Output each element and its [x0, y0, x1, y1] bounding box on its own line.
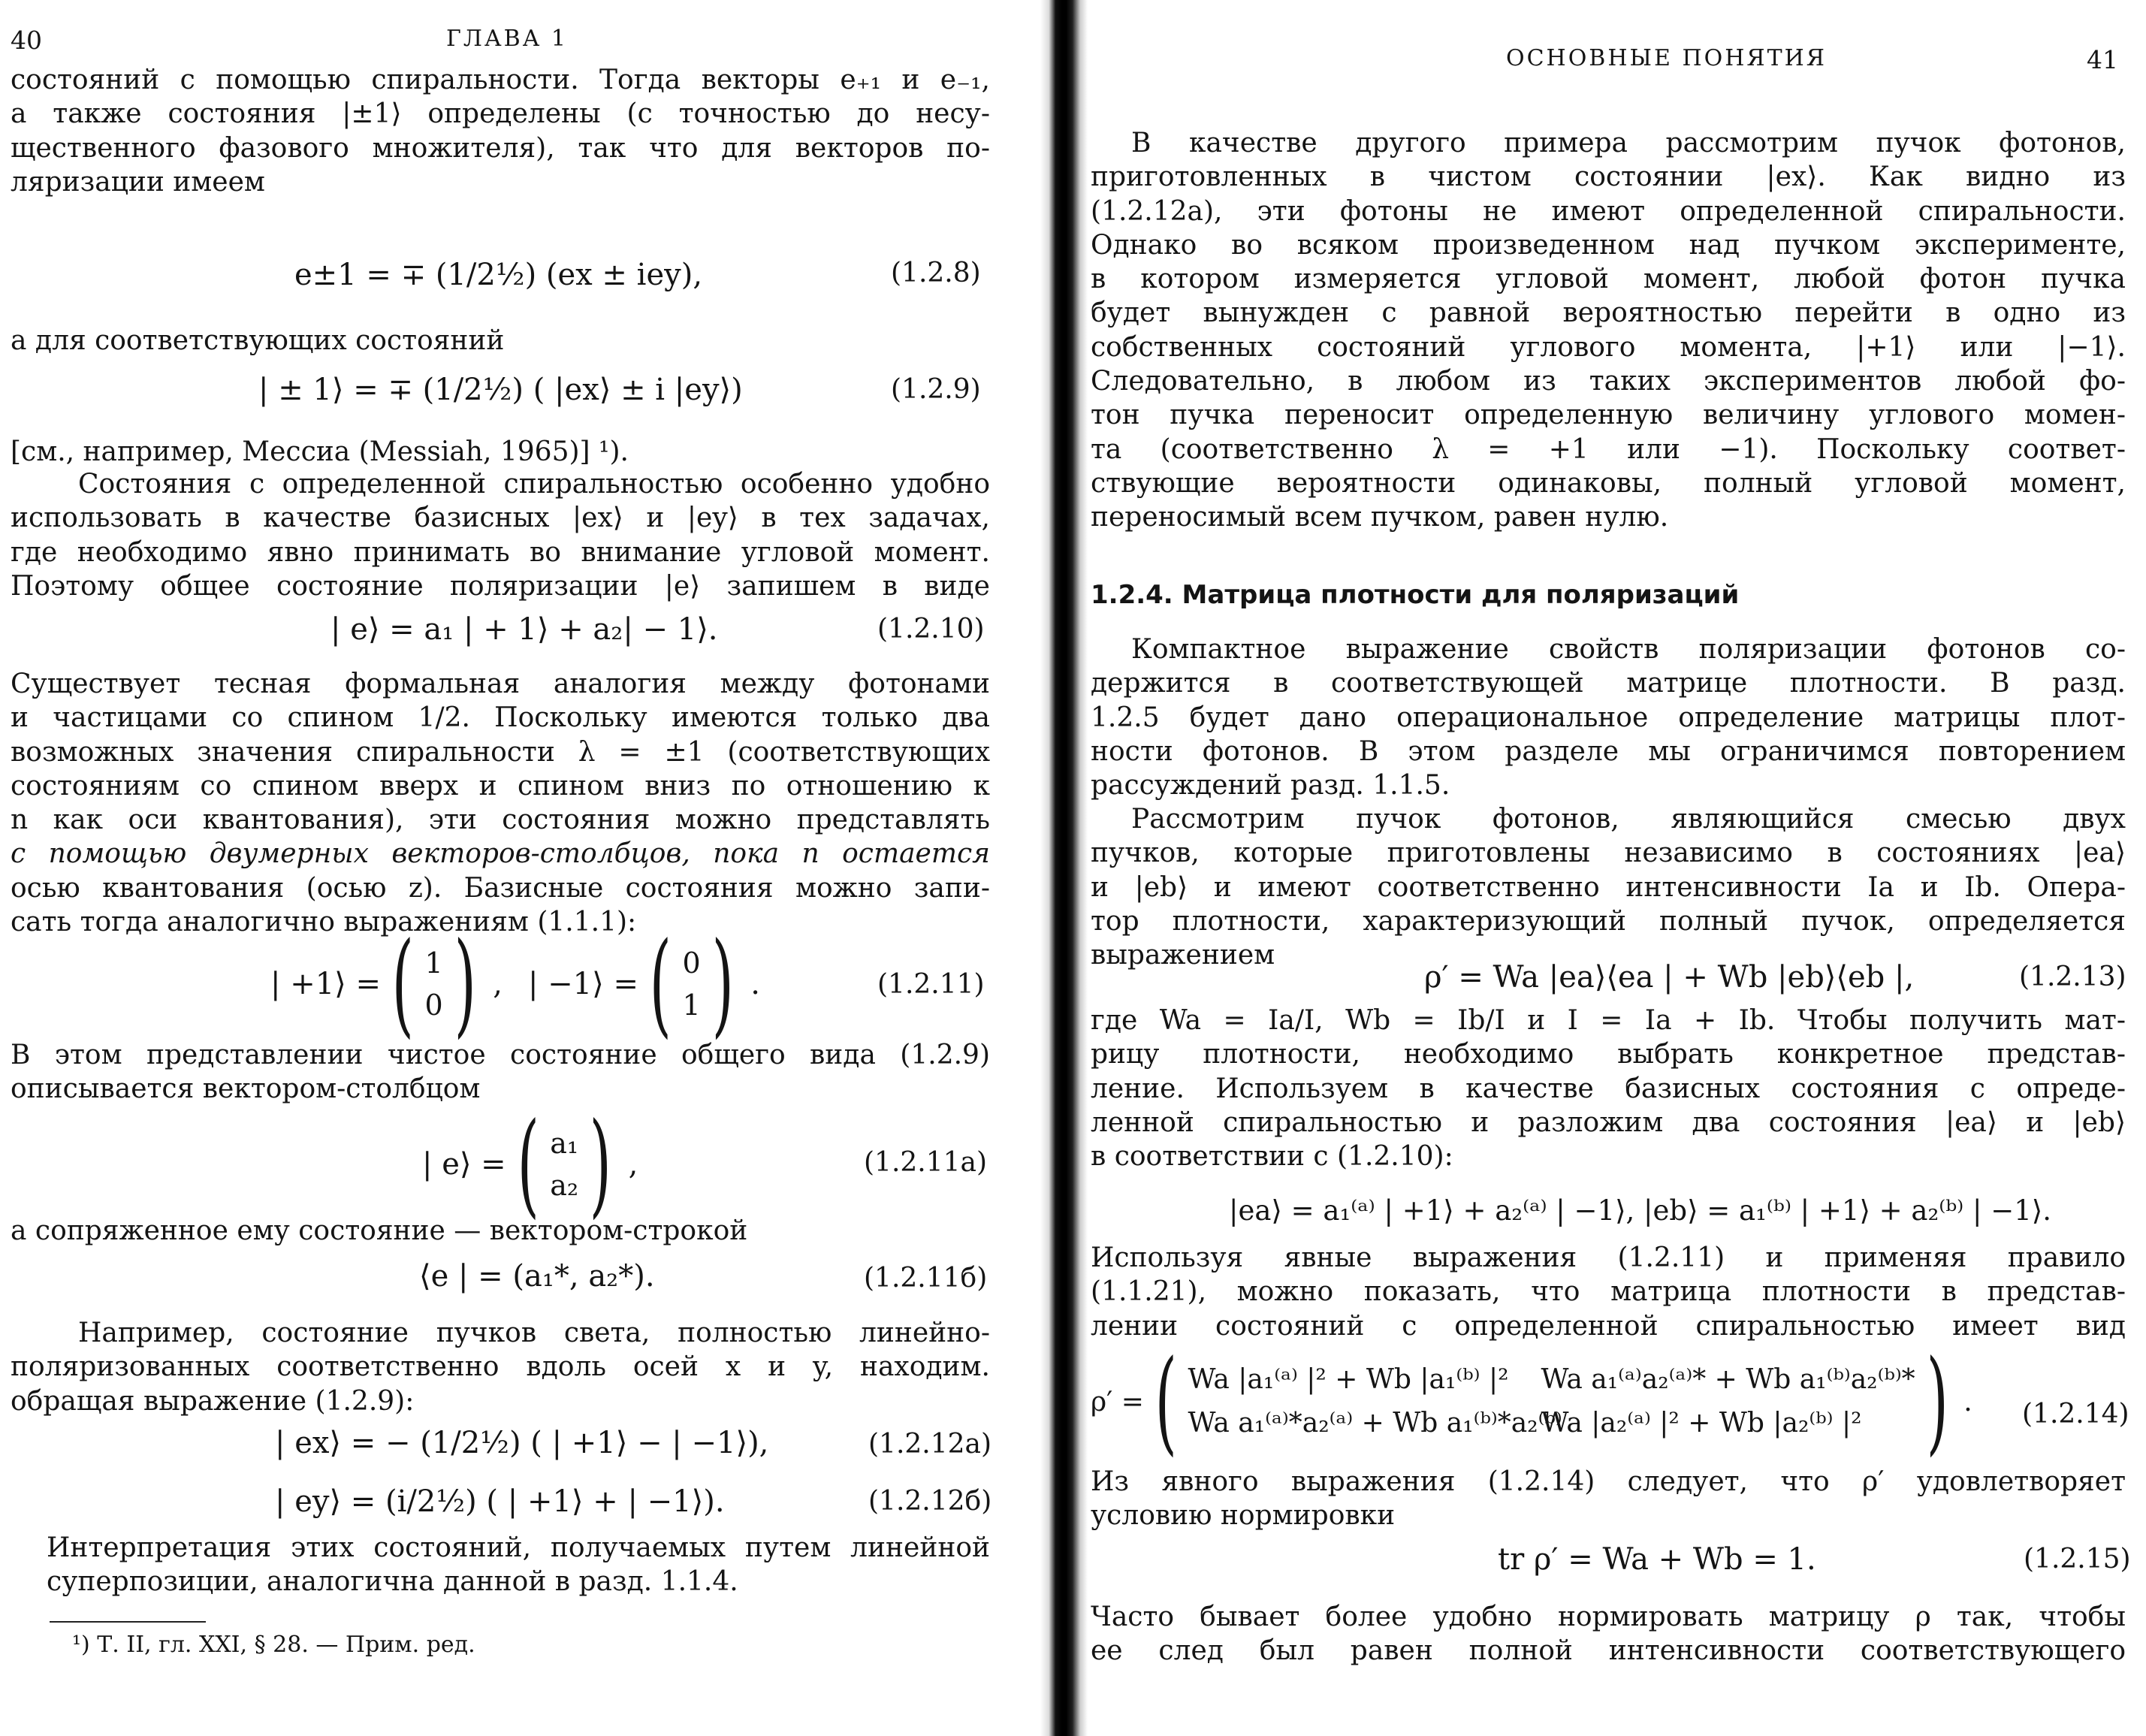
matrix-entry: Wa |a₁⁽ᵃ⁾ |² + Wb |a₁⁽ᵇ⁾ |² — [1188, 1364, 1509, 1395]
page-number: 40 — [11, 26, 42, 55]
equation-lhs: | e⟩ = — [422, 1147, 506, 1182]
text-line: Следовательно, в любом из таких экспериментов любой фо- — [1091, 366, 2126, 397]
equation-number: (1.2.14) — [2022, 1399, 2129, 1430]
left-paren-icon: ( — [1154, 1336, 1177, 1467]
text-line: ности фотонов. В этом разделе мы ограничимся повторением — [1091, 735, 2126, 767]
text-line: пучков, которые приготовлены независимо в состояниях |ea⟩ — [1091, 838, 2126, 869]
text-line: состояний с помощью спиральности. Тогда векторы e₊₁ и e₋₁, — [11, 65, 990, 95]
text-line: а также состояния |±1⟩ определены (с точностью до несу- — [11, 98, 990, 130]
text-line: та (соответственно λ = +1 или −1). Поскольку соответ- — [1091, 433, 2126, 465]
right-paren-icon: ) — [1926, 1336, 1948, 1467]
paragraph-6 — [47, 1531, 990, 1599]
right-paren-icon: ) — [711, 919, 734, 1049]
equation-1-2-11: | +1⟩ = ( 1 0 ) , | −1⟩ = ( 0 1 ) . — [270, 919, 760, 1049]
density-matrix — [1144, 1336, 1959, 1467]
text-line: Состояния с определенной спиральностью особенно удобно — [78, 469, 990, 500]
matrix-entry: 0 — [424, 989, 443, 1022]
text-line: Поэтому общее состояние поляризации |e⟩ запишем в виде — [11, 570, 990, 602]
paragraph-5 — [11, 1316, 990, 1418]
text-line: Интерпретация этих состояний, получаемых путем линейной — [47, 1532, 990, 1563]
section-heading: 1.2.4. Матрица плотности для поляризаций — [1091, 580, 1740, 610]
text-line: сать тогда аналогично выражениям (1.1.1): — [11, 907, 637, 938]
matrix-entry: 1 — [424, 946, 443, 980]
equation-number: (1.2.12б) — [868, 1486, 992, 1517]
matrix-entry: Wa a₁⁽ᵃ⁾*a₂⁽ᵃ⁾ + Wb a₁⁽ᵇ⁾*a₂⁽ᵇ⁾ — [1188, 1408, 1562, 1439]
text-line: В качестве другого примера рассмотрим пучок фотонов, — [1131, 128, 2126, 159]
text-line: (1.2.12a), эти фотоны не имеют определенной спиральности. — [1091, 195, 2126, 227]
matrix-entry: Wa |a₂⁽ᵃ⁾ |² + Wb |a₂⁽ᵇ⁾ |² — [1541, 1408, 1862, 1439]
text-line: осью квантования (осью z). Базисные состояния можно запи- — [11, 872, 990, 904]
matrix-entry: a₁ — [550, 1127, 579, 1160]
equation-number: (1.2.9) — [891, 374, 981, 405]
text-line: Рассмотрим пучок фотонов, являющийся смесью двух — [1131, 804, 2126, 835]
text-line: тон пучка переносит определенную величину углового момен- — [1091, 400, 2126, 431]
equation-1-2-11a: | e⟩ = ( a₁ a₂ ) , — [422, 1099, 638, 1230]
equation-1-2-15: tr ρ′ = Wa + Wb = 1. — [1498, 1542, 1816, 1577]
equation-number: (1.2.15) — [2024, 1544, 2131, 1574]
text-line: Используя явные выражения (1.2.11) и применяя правило — [1091, 1242, 2126, 1273]
equation-lhs: | +1⟩ = — [270, 967, 381, 1001]
paragraph-3 — [11, 667, 990, 939]
text-line: рицу плотности, необходимо выбрать конкретное представ- — [1091, 1039, 2126, 1070]
equation-lhs: ρ′ = — [1091, 1386, 1144, 1417]
equation-number: (1.2.11) — [877, 969, 985, 1000]
left-page — [0, 0, 1040, 1736]
text-line: (1.1.21), можно показать, что матрица плотности в представ- — [1091, 1276, 2126, 1308]
text-line: тор плотности, характеризующий полный пучок, определяется — [1091, 905, 2126, 937]
text-line: щественного фазового множителя), так что для векторов по- — [11, 132, 990, 164]
running-head: ГЛАВА 1 — [446, 26, 569, 52]
text-line: ление. Используем в качестве базисных состояния с опреде- — [1091, 1073, 2126, 1104]
text-line: в соответствии с (1.2.10): — [1091, 1141, 1453, 1173]
text-line: а для соответствующих состояний — [11, 325, 505, 356]
text-line: ленной спиральностью и разложим два состояния |ea⟩ и |eb⟩ — [1091, 1107, 2126, 1138]
text-line: приготовленных в чистом состоянии |ex⟩. Как видно из — [1091, 162, 2126, 193]
text-line: где Wa = Ia/I, Wb = Ib/I и I = Ia + Ib. Чтобы получить мат- — [1091, 1005, 2126, 1036]
equation-1-2-12b: | ey⟩ = (i/2½) ( | +1⟩ + | −1⟩). — [275, 1484, 725, 1519]
text-line: а сопряженное ему состояние — вектором-строкой — [11, 1215, 748, 1246]
equation-1-2-10: | e⟩ = a₁ | + 1⟩ + a₂| − 1⟩. — [331, 612, 718, 647]
text-line: суперпозиции, аналогична данной в разд. 1.1.4. — [47, 1566, 738, 1598]
equation-1-2-12a: | ex⟩ = − (1/2½) ( | +1⟩ − | −1⟩), — [275, 1426, 769, 1460]
text-line: рассуждений разд. 1.1.5. — [1091, 770, 1450, 802]
text-line: использовать в качестве базисных |ex⟩ и |ey⟩ в тех задачах, — [11, 503, 990, 534]
text-line: Однако во всяком произведенном над пучком эксперименте, — [1091, 229, 2126, 261]
text-line: возможных значения спиральности λ = ±1 (соответствующих — [11, 736, 990, 768]
page-number: 41 — [2087, 45, 2118, 74]
paragraph-5 — [1091, 1241, 2126, 1343]
text-line: ее след был равен полной интенсивности соответствующего — [1091, 1635, 2126, 1667]
paragraph-7 — [1091, 1600, 2126, 1668]
text-line: Из явного выражения (1.2.14) следует, что ρ′ удовлетворяет — [1091, 1466, 2126, 1497]
paragraph-6 — [1091, 1465, 2126, 1533]
right-paren-icon: ) — [589, 1099, 612, 1230]
equation-1-2-8: e±1 = ∓ (1/2½) (ex ± iey), — [294, 258, 703, 292]
equation-1-2-9: | ± 1⟩ = ∓ (1/2½) ( |ex⟩ ± i |ey⟩) — [258, 373, 743, 407]
citation-line: [см., например, Мессиа (Messiah, 1965)] ¹). — [11, 436, 629, 467]
paragraph-4 — [1091, 1004, 2126, 1173]
text-line: и |eb⟩ и имеют соответственно интенсивности Ia и Ib. Опера- — [1091, 871, 2126, 903]
footnote: ¹) Т. II, гл. XXI, § 28. — Прим. ред. — [72, 1632, 475, 1658]
text-line: поляризованных соответственно вдоль осей x и y, находим. — [11, 1351, 990, 1383]
column-vector — [638, 919, 744, 1049]
text-line: где необходимо явно принимать во внимание угловой момент. — [11, 536, 990, 568]
right-page — [1088, 0, 2146, 1736]
right-paren-icon: ) — [454, 919, 476, 1049]
text-line: Часто бывает более удобно нормировать матрицу ρ так, чтобы — [1091, 1602, 2126, 1632]
equation-number: (1.2.11б) — [864, 1263, 988, 1294]
text-line: Компактное выражение свойств поляризации фотонов со- — [1131, 634, 2126, 665]
paragraph-2 — [1091, 633, 2126, 802]
matrix-entry: a₂ — [550, 1169, 579, 1202]
text-line: в котором измеряется угловой момент, любой фотон пучка — [1091, 264, 2126, 295]
text-line: описывается вектором-столбцом — [11, 1073, 481, 1105]
text-line: собственных состояний углового момента, |+1⟩ или |−1⟩. — [1091, 331, 2126, 363]
equation-expansion: |ea⟩ = a₁⁽ᵃ⁾ | +1⟩ + a₂⁽ᵃ⁾ | −1⟩, |eb⟩ = a₁⁽ᵇ⁾ | +1⟩ + a₂⁽ᵇ⁾ | −1⟩. — [1229, 1194, 2051, 1227]
equation-number: (1.2.8) — [891, 258, 981, 288]
text-line: условию нормировки — [1091, 1500, 1396, 1532]
equation-1-2-11b: ⟨e | = (a₁*, a₂*). — [419, 1259, 655, 1294]
left-paren-icon: ( — [391, 919, 414, 1049]
text-line: с помощью двумерных векторов-столбцов, пока n остается — [11, 838, 990, 870]
equation-number: (1.2.12a) — [868, 1429, 992, 1460]
text-line: состояниям со спином вверх и спином вниз по отношению к — [11, 770, 990, 802]
paragraph-1 — [1091, 126, 2126, 535]
text-line: ляризации имеем — [11, 166, 265, 198]
paragraph-3 — [1091, 802, 2126, 972]
equation-number: (1.2.13) — [2019, 962, 2126, 992]
text-line: держится в соответствующей матрице плотности. В разд. — [1091, 668, 2126, 699]
footnote-rule — [50, 1621, 206, 1623]
text-line: переносимый всем пучком, равен нулю. — [1091, 502, 1669, 533]
column-vector — [381, 919, 487, 1049]
book-gutter — [1040, 0, 1088, 1736]
matrix-entry: 1 — [682, 989, 701, 1022]
text-line: выражением — [1091, 940, 1275, 971]
text-line: будет вынужден с равной вероятностью перейти в одно из — [1091, 297, 2126, 329]
left-paren-icon: ( — [517, 1099, 539, 1230]
paragraph-4 — [11, 1038, 990, 1107]
running-head: ОСНОВНЫЕ ПОНЯТИЯ — [1506, 45, 1828, 71]
text-line: В этом представлении чистое состояние общего вида (1.2.9) — [11, 1040, 990, 1070]
text-line: Существует тесная формальная аналогия между фотонами — [11, 669, 990, 699]
matrix-entry: 0 — [682, 946, 701, 980]
matrix-entry: Wa a₁⁽ᵃ⁾a₂⁽ᵃ⁾* + Wb a₁⁽ᵇ⁾a₂⁽ᵇ⁾* — [1541, 1364, 1915, 1395]
text-line: и частицами со спином 1/2. Поскольку имеются только два — [11, 702, 990, 734]
left-paren-icon: ( — [649, 919, 672, 1049]
equation-number: (1.2.11a) — [864, 1147, 988, 1178]
equation-number: (1.2.10) — [877, 614, 985, 645]
text-line: ствующие вероятности одинаковы, полный угловой момент, — [1091, 467, 2126, 499]
text-line: n как оси квантования), эти состояния можно представлять — [11, 805, 990, 836]
paragraph-1 — [11, 63, 990, 199]
paragraph-2 — [11, 467, 990, 603]
equation-lhs: | −1⟩ = — [527, 967, 638, 1001]
text-line: лении состояний с определенной спиральностью имеет вид — [1091, 1310, 2126, 1342]
equation-1-2-13: ρ′ = Wa |ea⟩⟨ea | + Wb |eb⟩⟨eb |, — [1424, 960, 1915, 995]
text-line: Например, состояние пучков света, полностью линейно- — [78, 1318, 990, 1348]
text-line: 1.2.5 будет дано операциональное определение матрицы плот- — [1091, 702, 2126, 733]
text-line: обращая выражение (1.2.9): — [11, 1385, 415, 1417]
equation-1-2-14: ρ′ = ( Wa |a₁⁽ᵃ⁾ |² + Wb |a₁⁽ᵇ⁾ |² Wa a₁⁽ᵃ⁾a₂⁽ᵃ⁾* + Wb a₁⁽ᵇ⁾a₂⁽ᵇ⁾* Wa a₁⁽ᵃ⁾*a₂⁽ᵃ⁾ + Wb a₁⁽ᵇ⁾*a₂⁽ᵇ⁾Wa |a₂⁽ᵃ⁾ |² + Wb |a₂⁽ᵇ⁾ |² ) . — [1091, 1336, 1972, 1467]
